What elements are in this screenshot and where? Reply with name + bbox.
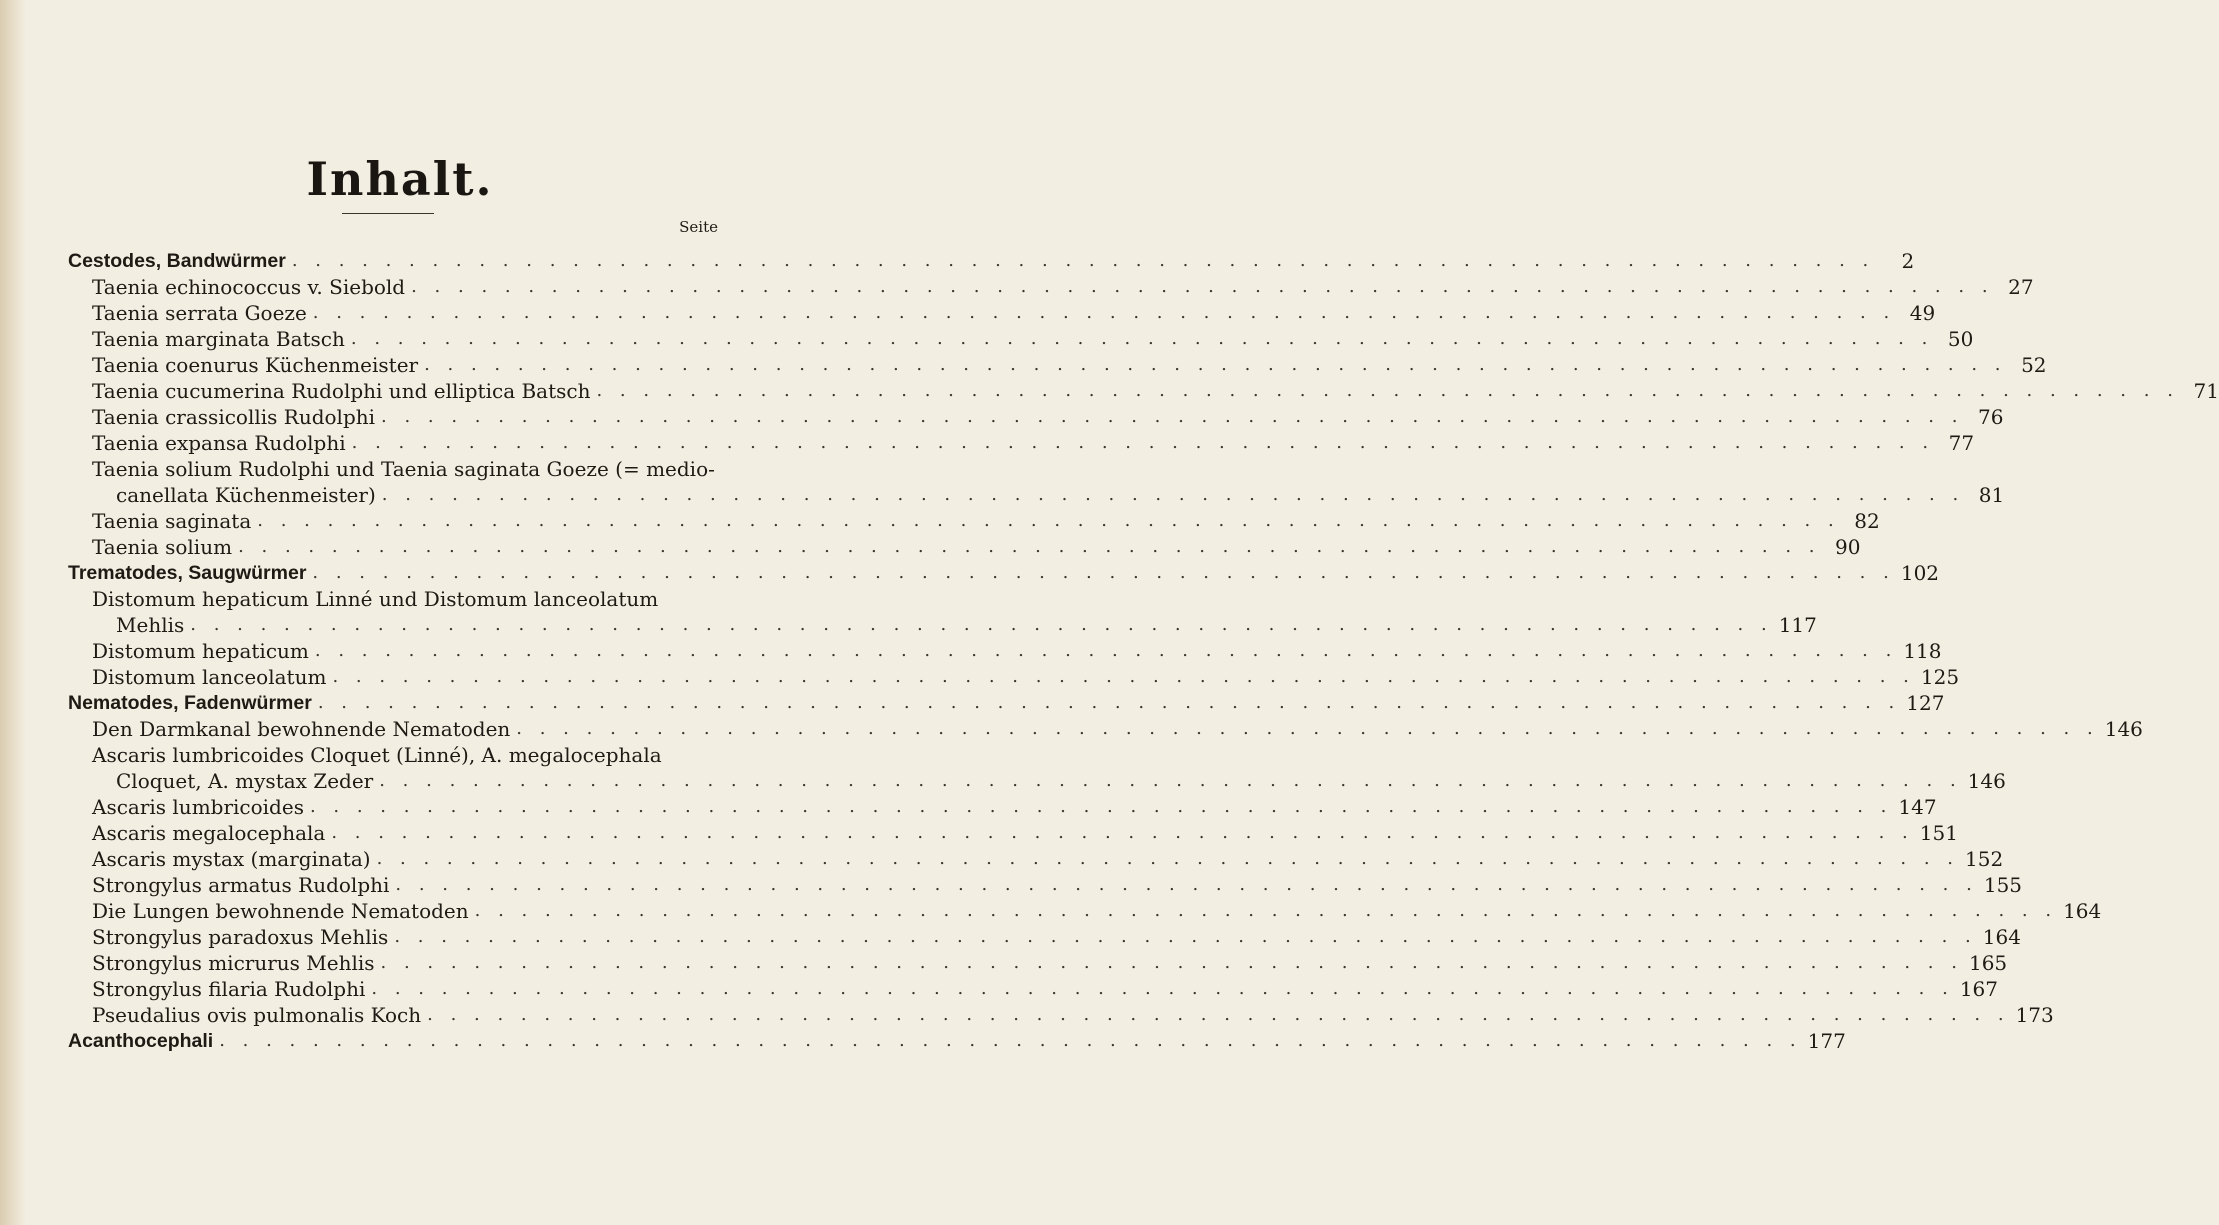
toc-entry (68, 794, 1937, 820)
leader-dots: . . . . . . . . . . . . . . . . . . . . . . . . . . . . . . . . . . . . . . . . . . . . . . . . . . . . . . . . . . . . . . . . . . . . (351, 432, 1935, 453)
leader-dots: . . . . . . . . . . . . . . . . . . . . . . . . . . . . . . . . . . . . . . . . . . . . . . . . . . . . . . . . . . . . . . . . . . . . (411, 276, 1994, 297)
toc-entry-text: Taenia echinococcus v. Siebold (92, 275, 406, 299)
toc-entry-text: Strongylus armatus Rudolphi (92, 873, 390, 897)
toc-entry-continuation (68, 612, 1817, 638)
toc-entry-text: Taenia coenurus Küchenmeister (92, 353, 419, 377)
toc-entry-text: Ascaris lumbricoides Cloquet (Linné), A. megalocephala (92, 743, 662, 767)
toc-entry-text: Distomum lanceolatum (92, 665, 327, 689)
toc-entry-text: Taenia solium Rudolphi und Taenia saginata Goeze (= medio- (92, 457, 715, 481)
toc-page-number: 167 (1959, 977, 1999, 1001)
toc-page-number: 76 (1978, 405, 2004, 429)
toc-page-number: 82 (1854, 509, 1880, 533)
toc-page-number: 81 (1978, 483, 2005, 507)
toc-entry-text: Die Lungen bewohnende Nematoden (92, 899, 469, 923)
leader-dots: . . . . . . . . . . . . . . . . . . . . . . . . . . . . . . . . . . . . . . . . . . . . . . . . . . . . . . . . . . . . . . . . . . . . (376, 848, 1959, 869)
toc-page-number: 49 (1909, 301, 1936, 325)
leader-dots: . . . . . . . . . . . . . . . . . . . . . . . . . . . . . . . . . . . . . . . . . . . . . . . . . . . . . . . . . . . . . . . . . . . . (395, 874, 1978, 895)
toc-page-number: 52 (2021, 353, 2047, 377)
toc-page-number: 118 (1903, 639, 1942, 663)
toc-entry (68, 378, 2219, 404)
toc-page-number: 155 (1983, 873, 2023, 897)
toc-page-number: 165 (1968, 951, 2008, 975)
toc-page-number: 71 (2193, 379, 2219, 403)
toc-entry (68, 508, 1880, 534)
leader-dots: . . . . . . . . . . . . . . . . . . . . . . . . . . . . . . . . . . . . . . . . . . . . . . . . . . . . . . . . . . . . . . . . . . . . (314, 640, 1898, 661)
toc-entry (68, 976, 1999, 1002)
toc-page-number: 147 (1898, 795, 1937, 819)
toc-entry (68, 300, 1936, 326)
leader-dots: . . . . . . . . . . . . . . . . . . . . . . . . . . . . . . . . . . . . . . . . . . . . . . . . . . . . . . . . . . . . . . . . . . . . (291, 250, 1875, 271)
leader-dots: . . . . . . . . . . . . . . . . . . . . . . . . . . . . . . . . . . . . . . . . . . . . . . . . . . . . . . . . . . . . . . . . . . . . (309, 796, 1893, 817)
page-title: Inhalt. (306, 152, 494, 206)
toc-page-number: 146 (1967, 769, 2006, 793)
leader-dots: . . . . . . . . . . . . . . . . . . . . . . . . . . . . . . . . . . . . . . . . . . . . . . . . . . . . . . . . . . . . . . . . . . . . (317, 692, 1901, 713)
toc-entry-text: Strongylus paradoxus Mehlis (92, 925, 389, 949)
leader-dots: . . . . . . . . . . . . . . . . . . . . . . . . . . . . . . . . . . . . . . . . . . . . . . . . . . . . . . . . . . . . . . . . . . . . (379, 770, 1962, 791)
toc-entry (68, 664, 1960, 690)
toc-page-number: 117 (1778, 613, 1817, 637)
toc-entry (68, 326, 1974, 352)
toc-section-entry (68, 690, 1945, 716)
leader-dots: . . . . . . . . . . . . . . . . . . . . . . . . . . . . . . . . . . . . . . . . . . . . . . . . . . . . . . . . . . . . . . . . . . . . (257, 510, 1840, 531)
toc-page-number: 2 (1901, 249, 1915, 273)
toc-entry-text: Taenia crassicollis Rudolphi (92, 405, 376, 429)
leader-dots: . . . . . . . . . . . . . . . . . . . . . . . . . . . . . . . . . . . . . . . . . . . . . . . . . . . . . . . . . . . . . . . . . . . . (516, 718, 2099, 739)
toc-page-number: 164 (2063, 899, 2102, 923)
toc-page-number: 90 (1835, 535, 1861, 559)
toc-entry (68, 950, 2008, 976)
toc-page-number: 152 (1965, 847, 2004, 871)
toc-page-number: 164 (1982, 925, 2021, 949)
toc-entry (68, 924, 2021, 950)
leader-dots: . . . . . . . . . . . . . . . . . . . . . . . . . . . . . . . . . . . . . . . . . . . . . . . . . . . . . . . . . . . . . . . . . . . . (394, 926, 1977, 947)
title-rule (342, 213, 434, 214)
leader-dots: . . . . . . . . . . . . . . . . . . . . . . . . . . . . . . . . . . . . . . . . . . . . . . . . . . . . . . . . . . . . . . . . . . . . (424, 354, 2007, 375)
toc-entry (68, 352, 2047, 378)
leader-dots: . . . . . . . . . . . . . . . . . . . . . . . . . . . . . . . . . . . . . . . . . . . . . . . . . . . . . . . . . . . . . . . . . . . . (332, 666, 1915, 687)
toc-page-number: 102 (1900, 561, 1940, 585)
toc-entry-text: Ascaris mystax (marginata) (92, 847, 371, 871)
toc-entry-text: Strongylus filaria Rudolphi (92, 977, 366, 1001)
toc-entry-text: Strongylus micrurus Mehlis (92, 951, 375, 975)
toc-page-number: 125 (1920, 665, 1960, 689)
toc-entry-text: Ascaris lumbricoides (92, 795, 304, 819)
leader-dots: . . . . . . . . . . . . . . . . . . . . . . . . . . . . . . . . . . . . . . . . . . . . . . . . . . . . . . . . . . . . . . . . . . . . (312, 562, 1895, 583)
toc-entry-text: Taenia cucumerina Rudolphi und elliptica Batsch (92, 379, 591, 403)
leader-dots: . . . . . . . . . . . . . . . . . . . . . . . . . . . . . . . . . . . . . . . . . . . . . . . . . . . . . . . . . . . . . . . . . . . . (380, 952, 1963, 973)
leader-dots: . . . . . . . . . . . . . . . . . . . . . . . . . . . . . . . . . . . . . . . . . . . . . . . . . . . . . . . . . . . . . . . . . . . . (474, 900, 2058, 921)
toc-entry (68, 404, 2004, 430)
toc-entry (68, 872, 2023, 898)
toc-entry (68, 846, 2004, 872)
leader-dots: . . . . . . . . . . . . . . . . . . . . . . . . . . . . . . . . . . . . . . . . . . . . . . . . . . . . . . . . . . . . . . . . . . . . (219, 1030, 1802, 1051)
toc-page-number: 50 (1947, 327, 1974, 351)
toc-entry-text: Ascaris megalocephala (92, 821, 326, 845)
toc-entry (68, 534, 1861, 560)
toc-entry-text: Cestodes, Bandwürmer (68, 250, 286, 272)
leader-dots: . . . . . . . . . . . . . . . . . . . . . . . . . . . . . . . . . . . . . . . . . . . . . . . . . . . . . . . . . . . . . . . . . . . . (381, 484, 1965, 505)
toc-entry-text: Taenia serrata Goeze (92, 301, 307, 325)
toc-entry (68, 586, 1817, 638)
leader-dots: . . . . . . . . . . . . . . . . . . . . . . . . . . . . . . . . . . . . . . . . . . . . . . . . . . . . . . . . . . . . . . . . . . . . (350, 328, 1934, 349)
toc-entry-text: Trematodes, Saugwürmer (68, 562, 307, 584)
toc-entry-continuation (68, 482, 2005, 508)
toc-entry-text: Taenia expansa Rudolphi (92, 431, 346, 455)
toc-entry (68, 716, 2143, 742)
toc-section-entry (68, 560, 1940, 586)
leader-dots: . . . . . . . . . . . . . . . . . . . . . . . . . . . . . . . . . . . . . . . . . . . . . . . . . . . . . . . . . . . . . . . . . . . . (427, 1004, 2010, 1025)
leader-dots: . . . . . . . . . . . . . . . . . . . . . . . . . . . . . . . . . . . . . . . . . . . . . . . . . . . . . . . . . . . . . . . . . . . . (596, 380, 2179, 401)
toc-section-entry (68, 1028, 1846, 1054)
toc-entry-text-continued: canellata Küchenmeister) (116, 483, 376, 507)
toc-entry-text-continued: Mehlis (116, 613, 185, 637)
toc-entry-text: Taenia saginata (92, 509, 252, 533)
toc-page-number: 27 (2008, 275, 2034, 299)
toc-entry (68, 820, 1958, 846)
toc-entry-text: Distomum hepaticum (92, 639, 309, 663)
toc-entry (68, 898, 2102, 924)
toc-entry (68, 1002, 2054, 1028)
toc-entry-text: Acanthocephali (68, 1030, 214, 1052)
toc-entry-text: Taenia marginata Batsch (92, 327, 345, 351)
toc-page-number: 177 (1807, 1029, 1846, 1053)
toc-entry (68, 742, 2006, 794)
toc-page-number: 146 (2104, 717, 2143, 741)
toc-entry (68, 638, 1942, 664)
toc-page-number: 127 (1906, 691, 1945, 715)
toc-entry (68, 430, 1975, 456)
toc-entry-text: Den Darmkanal bewohnende Nematoden (92, 717, 511, 741)
toc-entry-text-continued: Cloquet, A. mystax Zeder (116, 769, 374, 793)
toc-entry-continuation (68, 768, 2006, 794)
toc-entry-text: Taenia solium (92, 535, 233, 559)
page-column-label: Seite (679, 218, 718, 236)
toc-entry-text: Nematodes, Fadenwürmer (68, 692, 312, 714)
toc-page-number: 173 (2015, 1003, 2054, 1027)
table-of-contents (68, 248, 2219, 1054)
leader-dots: . . . . . . . . . . . . . . . . . . . . . . . . . . . . . . . . . . . . . . . . . . . . . . . . . . . . . . . . . . . . . . . . . . . . (190, 614, 1773, 635)
leader-dots: . . . . . . . . . . . . . . . . . . . . . . . . . . . . . . . . . . . . . . . . . . . . . . . . . . . . . . . . . . . . . . . . . . . . (238, 536, 1821, 557)
toc-entry-text: Distomum hepaticum Linné und Distomum lanceolatum (92, 587, 659, 611)
toc-section-entry (68, 248, 1915, 274)
toc-entry (68, 456, 2005, 508)
toc-entry (68, 274, 2034, 300)
leader-dots: . . . . . . . . . . . . . . . . . . . . . . . . . . . . . . . . . . . . . . . . . . . . . . . . . . . . . . . . . . . . . . . . . . . . (312, 302, 1896, 323)
leader-dots: . . . . . . . . . . . . . . . . . . . . . . . . . . . . . . . . . . . . . . . . . . . . . . . . . . . . . . . . . . . . . . . . . . . . (371, 978, 1954, 999)
leader-dots: . . . . . . . . . . . . . . . . . . . . . . . . . . . . . . . . . . . . . . . . . . . . . . . . . . . . . . . . . . . . . . . . . . . . (381, 406, 1964, 427)
leader-dots: . . . . . . . . . . . . . . . . . . . . . . . . . . . . . . . . . . . . . . . . . . . . . . . . . . . . . . . . . . . . . . . . . . . . (331, 822, 1914, 843)
toc-page-number: 77 (1948, 431, 1975, 455)
toc-page-number: 151 (1919, 821, 1958, 845)
toc-entry-text: Pseudalius ovis pulmonalis Koch (92, 1003, 422, 1027)
